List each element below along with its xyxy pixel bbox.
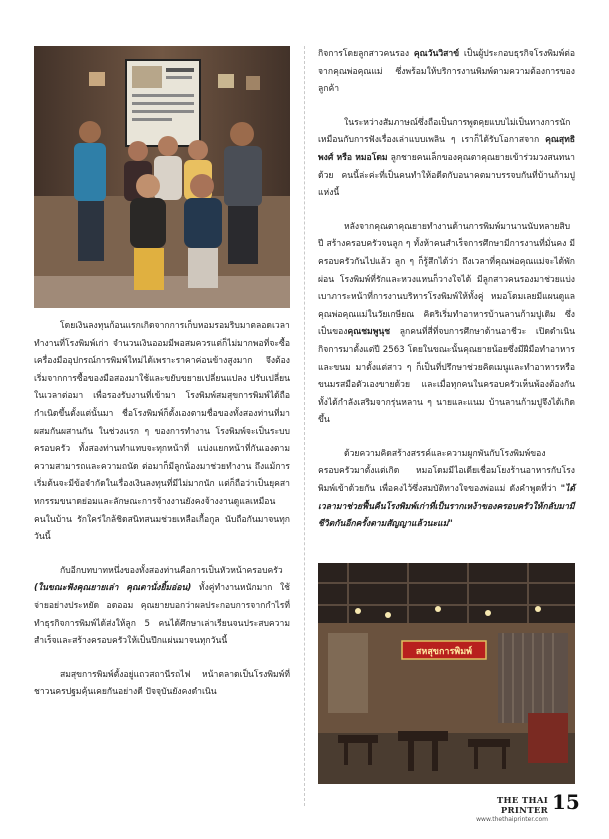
- family-photo: [34, 46, 290, 308]
- shop-sign-text: สหสุขการพิมพ์: [415, 647, 473, 657]
- right-paragraph-4: [318, 446, 575, 534]
- right-paragraph-2: [318, 115, 575, 203]
- left-paragraph-2: [34, 563, 290, 651]
- left-paragraph-1: โดยเงินลงทุนก้อนแรกเกิดจากการเก็บหอมรอมริบมาตลอดเวลาทำงานที่โรงพิมพ์เก่า จำนวนเงินออมมีพอสมควรแต่ก็ไม่มากพอที่จะซื้อเครื่องมืออุปกรณ์การพิมพ์ใหม่ได้เพราะราคาค่อนข้างสูงมาก จึงต้องเริ่มจากการซื้อของมือสองมาใช้และขยับขยายเปลี่ยนแปลง ปรับเปลี่ยนในเวลาต่อมา เพื่อรองรับงานที่เข้ามา โรงพิมพ์สมสุขการพิมพ์ได้ถือกำเนิดขึ้นตั้งแต่นั้นมา ชื่อโรงพิมพ์ก็ตั้งเองตามชื่อของทั้งสองท่านที่มาผสมกันผสานกัน ในช่วงแรก ๆ ของการทำงาน โรงพิมพ์จะเป็นระบบครอบครัว ทั้งสองท่านทำแทบจะทุกหน้าที่ แบ่งแยกหน้าที่กันเองตามความสามารถและความถนัด ต่อมาก็มีลูกน้องมาช่วยทำงาน ถึงแม้การเริ่มต้นจะมีข้อจำกัดในเรื่องเงินลงทุนที่มีไม่มากนัก แต่ก็ถือว่าเป็นยุคสาทกรรมขนาดย่อมและลักษณะการจ้างงานยังคงจ้างงานดูแลเหมือนคนในบ้าน รักใคร่ใกล้ชิดสนิทสนมช่วยเหลือเกื้อกูล นับถือกันมาจนทุกวันนี้: [34, 321, 290, 543]
- magazine-url: www.thethaiprinter.com: [476, 816, 548, 823]
- shop-interior-photo: [318, 563, 575, 784]
- left-paragraph-3: สมสุขการพิมพ์ตั้งอยู่แถวสถานีรถไฟ หน้าตลาดเป็นโรงพิมพ์ที่ชาวนครปฐมคุ้นเคยกันอย่างดี ปัจจุบันยังคงดำเนิน: [34, 669, 290, 698]
- right-paragraph-3-name: คุณชมพูนุช: [347, 327, 391, 338]
- left-paragraph-2-text-c: ทั้งคู่ทำงานหนักมาก ใช้จ่ายอย่างประหยัด อดออม คุณยายบอกว่าผลประกอบการจากกำไรที่ทำธุรกิจการพิมพ์ได้ส่งให้ลูก 5 คนได้ศึกษาเล่าเรียนจนประสบความสำเร็จและสร้างครอบครัวให้เป็นปึกแผ่นมาจนทุกวันนี้: [34, 583, 290, 647]
- right-paragraph-3-text-a: หลังจากคุณตาคุณยายทำงานด้านการพิมพ์มานานนับหลายสิบปี สร้างครอบครัวจนลูก ๆ ทั้งห้าคนสำเร็จการศึกษามีการงานที่มั่นคง มีครอบครัวกันไปแล้ว ลูก ๆ ก็รู้สึกได้ว่า ถึงเวลาที่คุณพ่อคุณแม่จะได้พักผ่อน โรงพิมพ์ที่รักและหวงแหนก็วางใจได้ มีลูกสาวคนรองมาช่วยแบ่งเบาภาระหน้าที่การงานบริหารโรงพิมพ์ให้ทั้งคู่ หมอโดมเลยมีแผนดูแลคุณพ่อคุณแม่ในวัยเกษียณ คิดริเริ่มทำอาหารบ้านลานก้ามปูเดิม ซึ่งเป็นของ: [318, 221, 575, 338]
- shop-photo-illustration: [318, 563, 575, 784]
- page-number: 15: [552, 790, 580, 814]
- right-paragraph-2-name: คุณสุทธิพงศ์ หรือ หมอโดม: [318, 135, 575, 163]
- magazine-footer: [450, 796, 548, 823]
- left-paragraph-2-text-a: กับอีกบทบาทหนึ่งของทั้งสองท่านคือการเป็นหัวหน้าครอบครัว: [60, 565, 283, 576]
- right-column: [318, 46, 575, 534]
- right-paragraph-3: [318, 219, 575, 430]
- right-paragraph-1: [318, 46, 575, 99]
- magazine-name: THE THAI PRINTER: [496, 796, 548, 816]
- column-divider: [304, 46, 305, 806]
- right-paragraph-3-text-c: ลูกคนที่สี่ที่จบการศึกษาด้านอาชีวะ เปิดดำเนินกิจการมาตั้งแต่ปี 2563 โดยในขณะนั้นคุณยายน้อยซึ่งมีฝีมือทำอาหารและขนม มาตั้งแต่สาว ๆ ก็เป็นที่ปรึกษาช่วยคิดเมนูและทำอาหารหรือขนมรสมือตัวเองขายด้วย และเมื่อทุกคนในครอบครัวเห็นพ้องต้องกัน ทั้งได้กำลังเสริมจากรุ่นหลาน ๆ นายและแนม บ้านลานก้ามปูจึงได้เกิดขึ้น: [318, 327, 575, 426]
- right-paragraph-1-name: คุณวันวิสาข์: [413, 49, 460, 59]
- right-paragraph-1-text-a: กิจการโดยลูกสาวคนรอง: [318, 49, 414, 59]
- right-paragraph-4-text-a: ด้วยความคิดสร้างสรรค์และความผูกพันกับโรงพิมพ์ของครอบครัวมาตั้งแต่เกิด หมอโดมมีไอเดียเชื่อมโยงร้านอาหารกับโรงพิมพ์เข้าด้วยกัน เพื่อคงไว้ซึ่งสมบัติทางใจของพ่อแม่ ดังคำพูดที่ว่า: [318, 448, 575, 495]
- family-photo-illustration: [34, 46, 290, 308]
- right-paragraph-2-text-c: ลูกชายคนเล็กของคุณตาคุณยายเข้าร่วมวงสนทนาด้วย คนนี้ล่ะค่ะที่เป็นคนทำให้อดีตกับอนาคตมาบรรจบกันที่บ้านก้ามปูแห่งนี้: [318, 152, 575, 199]
- right-paragraph-1-text-c: เป็นผู้ประกอบธุรกิจโรงพิมพ์ต่อจากคุณพ่อคุณแม่ ซึ่งพร้อมให้บริการงานพิมพ์ตามความต้องการของลูกค้า: [318, 49, 575, 95]
- left-paragraph-2-aside: (ในขณะฟังคุณยายเล่า คุณตานั่งยิ้มอ่อน): [34, 583, 192, 594]
- right-paragraph-4-quote: "ได้เวลามาช่วยฟื้นคืนโรงพิมพ์เก่าที่เป็นรากเหง้าของครอบครัวให้กลับมามีชีวิตกันอีกครั้งตามสัญญาแล้วนะแม่": [318, 484, 575, 530]
- left-column: [34, 318, 290, 702]
- right-paragraph-2-text-a: ในระหว่างสัมภาษณ์ซึ่งถือเป็นการพูดคุยแบบไม่เป็นทางการนัก เหมือนกับการฟังเรื่องเล่าแบบเพลิน ๆ เราก็ได้รับโอกาสจาก: [318, 117, 571, 146]
